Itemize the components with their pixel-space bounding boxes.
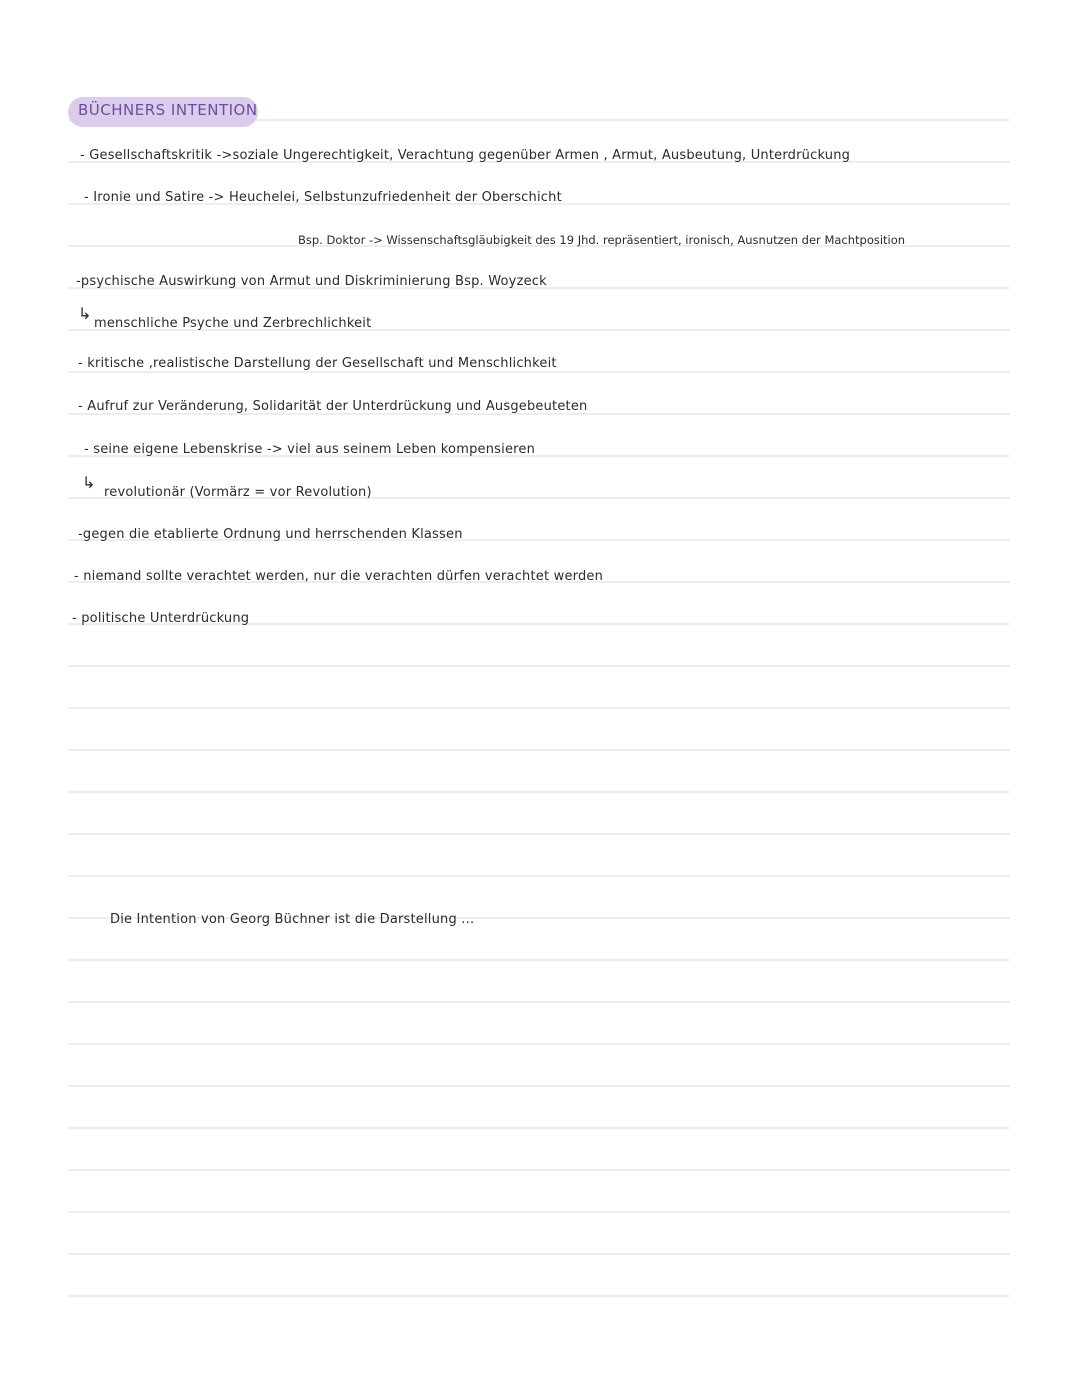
note-line-7: - Aufruf zur Veränderung, Solidarität der Unterdrückung und Ausgebeuteten (78, 399, 588, 414)
note-line-13: Die Intention von Georg Büchner ist die Darstellung ... (110, 912, 475, 927)
note-line-11: - niemand sollte verachtet werden, nur die verachten dürfen verachtet werden (74, 569, 604, 584)
corner-arrow-icon: ↳ (82, 473, 96, 492)
corner-arrow-icon: ↳ (78, 304, 92, 323)
note-line-6: - kritische ,realistische Darstellung der Gesellschaft und Menschlichkeit (78, 356, 557, 371)
note-line-10: -gegen die etablierte Ordnung und herrschenden Klassen (78, 527, 463, 542)
note-line-2: - Ironie und Satire -> Heuchelei, Selbstunzufriedenheit der Oberschicht (84, 190, 562, 205)
note-line-1: - Gesellschaftskritik ->soziale Ungerechtigkeit, Verachtung gegenüber Armen , Armut, Ausbeutung, Unterdrückung (80, 148, 851, 163)
note-line-9: revolutionär (Vormärz = vor Revolution) (104, 485, 372, 500)
note-line-4: -psychische Auswirkung von Armut und Diskriminierung Bsp. Woyzeck (76, 274, 547, 289)
note-line-5: menschliche Psyche und Zerbrechlichkeit (94, 316, 372, 331)
note-line-8: - seine eigene Lebenskrise -> viel aus seinem Leben kompensieren (84, 442, 536, 457)
note-line-3: Bsp. Doktor -> Wissenschaftsgläubigkeit des 19 Jhd. repräsentiert, ironisch, Ausnutzen der Machtposition (298, 233, 906, 247)
page-title: BÜCHNERS INTENTION (78, 101, 258, 119)
note-line-12: - politische Unterdrückung (72, 611, 250, 626)
